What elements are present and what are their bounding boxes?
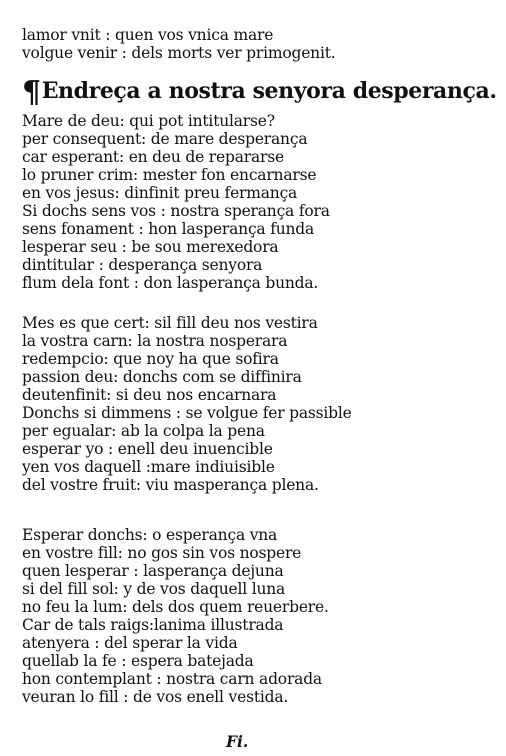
- verse-line: la vostra carn: la nostra nosperara: [22, 332, 288, 350]
- top-line: lamor vnit : quen vos vnica mare: [22, 26, 274, 44]
- verse-line: Mes es que cert: sil fill deu nos vestira: [22, 314, 318, 332]
- verse-line: atenyera : del sperar la vida: [22, 634, 238, 652]
- top-line: volgue venir : dels morts ver primogenit.: [22, 44, 336, 62]
- verse-line: flum dela font : don lasperança bunda.: [22, 274, 319, 292]
- verse-line: lo pruner crim: mester fon encarnarse: [22, 166, 317, 184]
- pilcrow-icon: ¶: [22, 75, 41, 110]
- verse-line: car esperant: en deu de repararse: [22, 148, 284, 166]
- section-heading: [22, 75, 497, 110]
- heading-text: Endreça a nostra senyora desperança.: [41, 78, 497, 104]
- verse-line: Mare de deu: qui pot intitularse?: [22, 112, 275, 130]
- verse-line: per consequent: de mare desperança: [22, 130, 308, 148]
- verse-line: sens fonament : hon lasperança funda: [22, 220, 315, 238]
- verse-line: yen vos daquell :mare indiuisible: [22, 458, 275, 476]
- verse-line: dintitular : desperança senyora: [22, 256, 263, 274]
- verse-line: deutenfinit: si deu nos encarnara: [22, 386, 277, 404]
- closing-signature: Fi.: [226, 732, 249, 751]
- verse-line: quellab la fe : espera batejada: [22, 652, 254, 670]
- verse-line: del vostre fruit: viu masperança plena.: [22, 476, 319, 494]
- verse-line: si del fill sol: y de vos daquell luna: [22, 580, 286, 598]
- verse-line: lesperar seu : be sou merexedora: [22, 238, 279, 256]
- verse-line: Car de tals raigs:lanima illustrada: [22, 616, 284, 634]
- verse-line: hon contemplant : nostra carn adorada: [22, 670, 322, 688]
- verse-line: passion deu: donchs com se diffinira: [22, 368, 302, 386]
- verse-line: no feu la lum: dels dos quem reuerbere.: [22, 598, 329, 616]
- verse-line: Donchs si dimmens : se volgue fer passible: [22, 404, 352, 422]
- verse-line: en vos jesus: dinfinit preu fermança: [22, 184, 298, 202]
- verse-line: quen lesperar : lasperança dejuna: [22, 562, 284, 580]
- verse-line: per egualar: ab la colpa la pena: [22, 422, 265, 440]
- verse-line: veuran lo fill : de vos enell vestida.: [22, 688, 289, 706]
- verse-line: esperar yo : enell deu inuencible: [22, 440, 273, 458]
- verse-line: Esperar donchs: o esperança vna: [22, 526, 278, 544]
- verse-line: en vostre fill: no gos sin vos nospere: [22, 544, 302, 562]
- verse-line: redempcio: que noy ha que sofira: [22, 350, 279, 368]
- verse-line: Si dochs sens vos : nostra sperança fora: [22, 202, 330, 220]
